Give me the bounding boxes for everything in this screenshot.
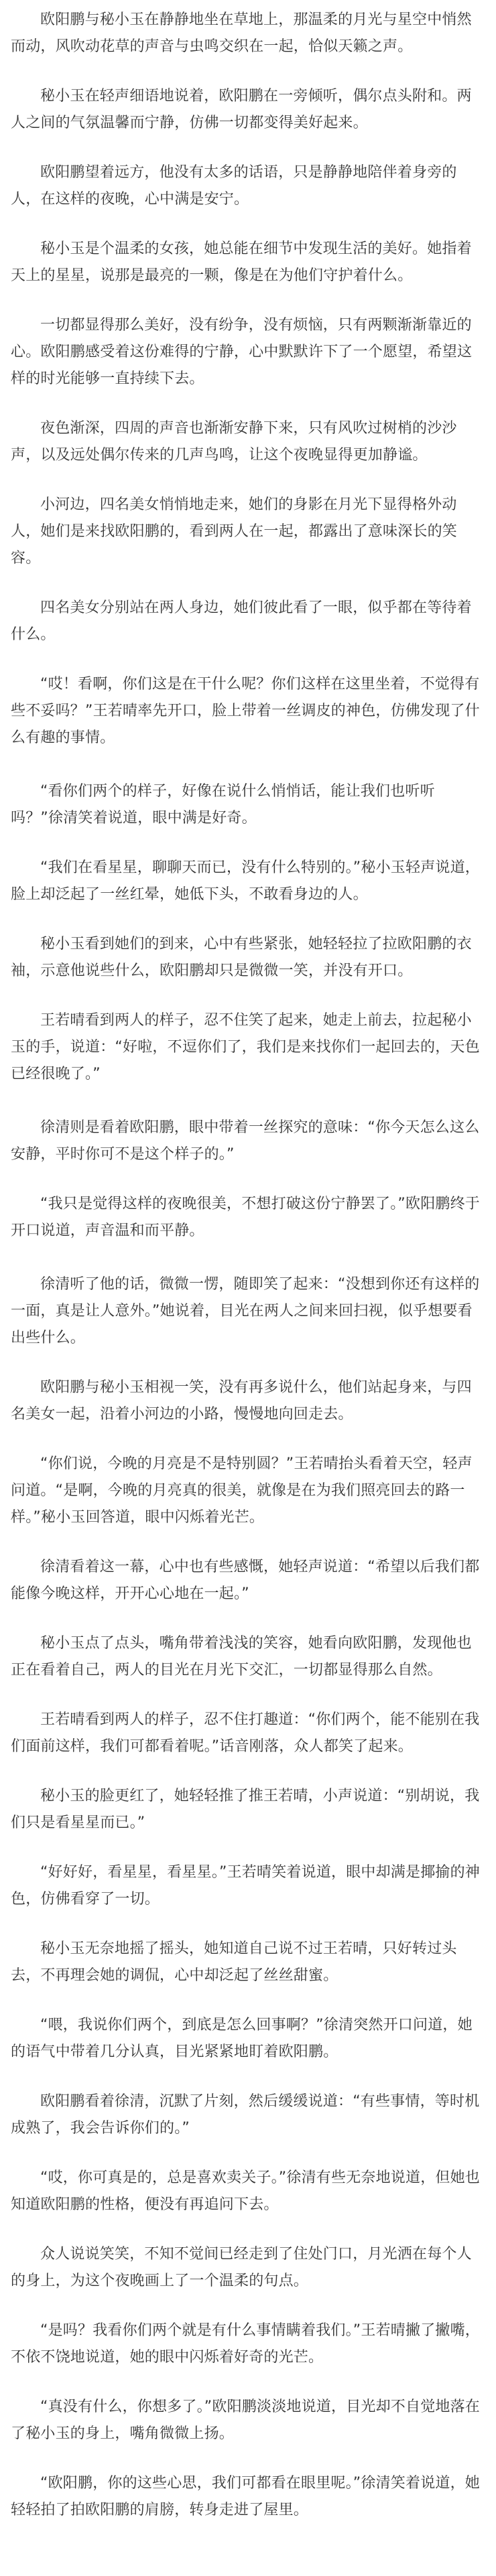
- paragraph: 欧阳鹏与秘小玉相视一笑，没有再多说什么，他们站起身来，与四名美女一起，沿着小河边的小路，慢慢地向回走去。: [11, 1379, 472, 1423]
- paragraph: “哎，你可真是的，总是喜欢卖关子。”徐清有些无奈地说道，但她也知道欧阳鹏的性格，便没有再追问下去。: [11, 2169, 480, 2213]
- paragraph: “喂，我说你们两个，到底是怎么回事啊？”徐清突然开口问道，她的语气中带着几分认真，目光紧紧地盯着欧阳鹏。: [11, 2017, 473, 2060]
- paragraph: “好好好，看星星，看星星。”王若晴笑着说道，眼中却满是揶揄的神色，仿佛看穿了一切。: [11, 1864, 480, 1908]
- paragraph: 秘小玉看到她们的到来，心中有些紧张，她轻轻拉了拉欧阳鹏的衣袖，示意他说些什么，欧阳鹏却只是微微一笑，并没有开口。: [11, 936, 472, 979]
- paragraph: “我只是觉得这样的夜晚很美，不想打破这份宁静罢了。”欧阳鹏终于开口说道，声音温和而平静。: [11, 1196, 480, 1239]
- paragraph: “是吗？我看你们两个就是有什么事情瞒着我们。”王若晴撇了撇嘴，不依不饶地说道，她的眼中闪烁着好奇的光芒。: [11, 2322, 480, 2366]
- paragraph: 徐清听了他的话，微微一愣，随即笑了起来：“没想到你还有这样的一面，真是让人意外。”她说着，目光在两人之间来回扫视，似乎想要看出些什么。: [11, 1276, 480, 1346]
- paragraph: “你们说，今晚的月亮是不是特别圆？”王若晴抬头看着天空，轻声问道。“是啊，今晚的月亮真的很美，就像是在为我们照亮回去的路一样。”秘小玉回答道，眼中闪烁着光芒。: [11, 1455, 473, 1526]
- paragraph: 秘小玉是个温柔的女孩，她总能在细节中发现生活的美好。她指着天上的星星，说那是最亮的一颗，像是在为他们守护着什么。: [11, 240, 472, 284]
- paragraph: “看你们两个的样子，好像在说什么悄悄话，能让我们也听听吗？”徐清笑着说道，眼中满是好奇。: [11, 783, 435, 827]
- paragraph: 小河边，四名美女悄悄地走来，她们的身影在月光下显得格外动人，她们是来找欧阳鹏的，看到两人在一起，都露出了意味深长的笑容。: [11, 496, 458, 567]
- paragraph: 徐清看着这一幕，心中也有些感慨，她轻声说道：“希望以后我们都能像今晚这样，开开心心地在一起。”: [11, 1559, 480, 1602]
- paragraph: “真没有什么，你想多了。”欧阳鹏淡淡地说道，目光却不自觉地落在了秘小玉的身上，嘴角微微上扬。: [11, 2399, 480, 2442]
- paragraph: 王若晴看到两人的样子，忍不住笑了起来，她走上前去，拉起秘小玉的手，说道：“好啦，不逗你们了，我们是来找你们一起回去的，天色已经很晚了。”: [11, 1012, 480, 1082]
- paragraph: 一切都显得那么美好，没有纷争，没有烦恼，只有两颗渐渐靠近的心。欧阳鹏感受着这份难得的宁静，心中默默许下了一个愿望，希望这样的时光能够一直持续下去。: [11, 317, 473, 387]
- paragraph: 欧阳鹏看着徐清，沉默了片刻，然后缓缓说道：“有些事情，等时机成熟了，我会告诉你们的。”: [11, 2093, 480, 2137]
- paragraph: 欧阳鹏望着远方，他没有太多的话语，只是静静地陪伴着身旁的人，在这样的夜晚，心中满是安宁。: [11, 164, 457, 208]
- paragraph: 夜色渐深，四周的声音也渐渐安静下来，只有风吹过树梢的沙沙声，以及远处偶尔传来的几声鸟鸣，让这个夜晚显得更加静谧。: [11, 420, 457, 463]
- paragraph: “我们在看星星，聊聊天而已，没有什么特别的。”秘小玉轻声说道，脸上却泛起了一丝红晕，她低下头，不敢看身边的人。: [11, 859, 480, 903]
- paragraph: 秘小玉点了点头，嘴角带着浅浅的笑容，她看向欧阳鹏，发现他也正在看着自己，两人的目光在月光下交汇，一切都显得那么自然。: [11, 1635, 472, 1678]
- paragraph: 秘小玉在轻声细语地说着，欧阳鹏在一旁倾听，偶尔点头附和。两人之间的气氛温馨而宁静，仿佛一切都变得美好起来。: [11, 88, 472, 131]
- paragraph: 王若晴看到两人的样子，忍不住打趣道：“你们两个，能不能别在我们面前这样，我们可都看着呢。”话音刚落，众人都笑了起来。: [11, 1711, 480, 1755]
- paragraph: 欧阳鹏与秘小玉在静静地坐在草地上，那温柔的月光与星空中悄然而动，风吹动花草的声音与虫鸣交织在一起，恰似天籁之声。: [11, 11, 472, 55]
- paragraph: 秘小玉的脸更红了，她轻轻推了推王若晴，小声说道：“别胡说，我们只是看星星而已。”: [11, 1788, 480, 1831]
- paragraph: 四名美女分别站在两人身边，她们彼此看了一眼，似乎都在等待着什么。: [11, 599, 472, 643]
- paragraph: 秘小玉无奈地摇了摇头，她知道自己说不过王若晴，只好转过头去，不再理会她的调侃，心中却泛起了丝丝甜蜜。: [11, 1940, 457, 1984]
- paragraph: 徐清则是看着欧阳鹏，眼中带着一丝探究的意味：“你今天怎么这么安静，平时你可不是这个样子的。”: [11, 1119, 480, 1163]
- paragraph: “哎！看啊，你们这是在干什么呢？你们这样在这里坐着，不觉得有些不妥吗？”王若晴率先开口，脸上带着一丝调皮的神色，仿佛发现了什么有趣的事情。: [11, 676, 480, 746]
- paragraph: 众人说说笑笑，不知不觉间已经走到了住处门口，月光洒在每个人的身上，为这个夜晚画上了一个温柔的句点。: [11, 2246, 472, 2289]
- paragraph: “欧阳鹏，你的这些心思，我们可都看在眼里呢。”徐清笑着说道，她轻轻拍了拍欧阳鹏的肩膀，转身走进了屋里。: [11, 2475, 480, 2518]
